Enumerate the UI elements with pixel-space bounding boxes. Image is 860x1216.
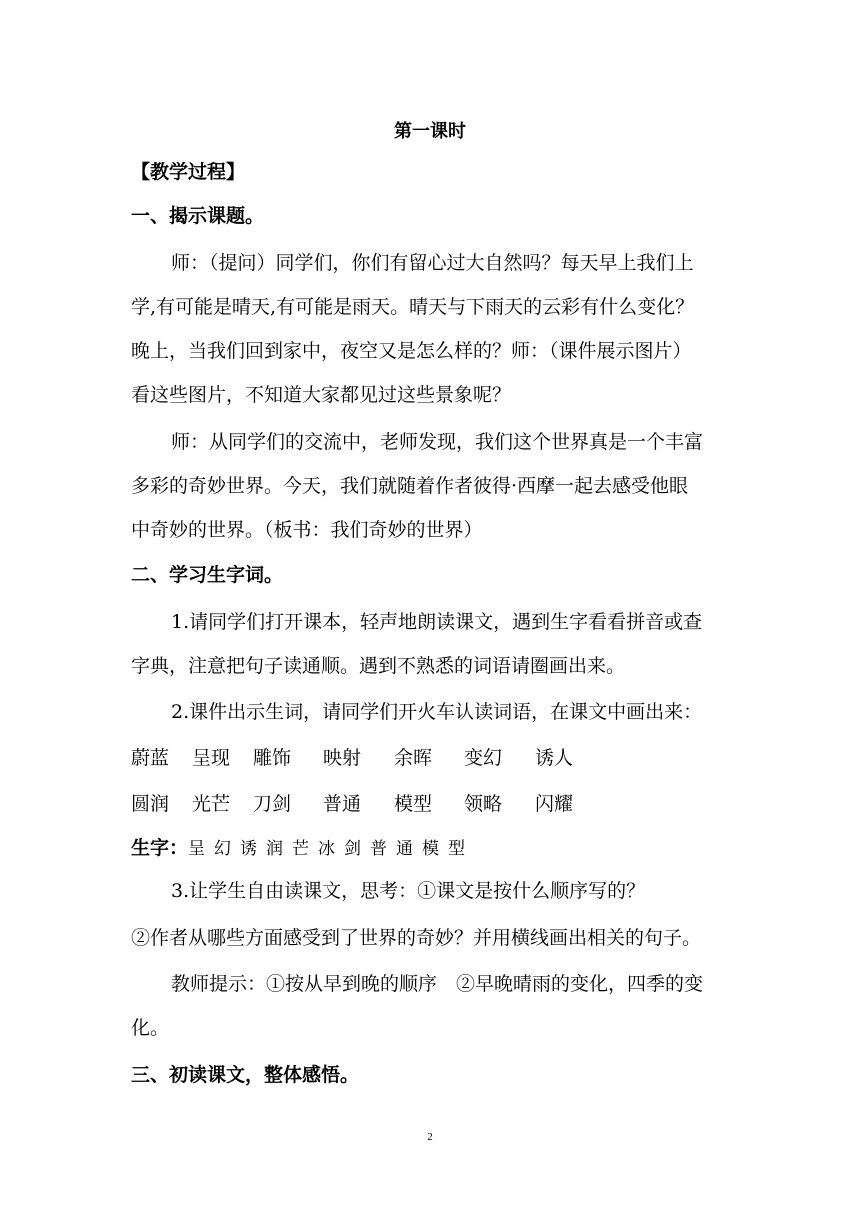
vocab-word: 普通 <box>323 793 362 815</box>
paragraph-line: 晚上，当我们回到家中，夜空又是怎么样的？师：（课件展示图片） <box>131 340 692 362</box>
vocab-word: 闪耀 <box>535 793 574 815</box>
heading-section-1: 一、揭示课题。 <box>131 205 265 227</box>
paragraph-line: 多彩的奇妙世界。今天，我们就随着作者彼得·西摩一起去感受他眼 <box>131 475 689 497</box>
paragraph-line: 师：从同学们的交流中，老师发现，我们这个世界真是一个丰富 <box>171 431 704 453</box>
new-characters-label: 生字： <box>131 837 189 859</box>
paragraph-line: 2.课件出示生词，请同学们开火车认读词语，在课文中画出来： <box>171 701 703 723</box>
heading-teaching-process: 【教学过程】 <box>131 161 246 183</box>
vocab-word: 光芒 <box>192 793 231 815</box>
vocab-word: 映射 <box>323 747 362 769</box>
new-characters-list: 呈幻诱润芒冰剑普通模型 <box>188 839 475 859</box>
vocab-word: 领略 <box>464 793 503 815</box>
vocab-word: 余晖 <box>394 747 433 769</box>
paragraph-line: 教师提示：①按从早到晚的顺序 ②早晚晴雨的变化，四季的变 <box>171 973 704 995</box>
vocab-word: 诱人 <box>535 747 574 769</box>
paragraph-line: 中奇妙的世界。（板书：我们奇妙的世界） <box>131 519 483 541</box>
new-characters-line <box>131 836 474 861</box>
vocab-word: 蔚蓝 <box>131 747 170 769</box>
vocab-word: 刀剑 <box>253 793 292 815</box>
paragraph-line: 1.请同学们打开课本，轻声地朗读课文，遇到生字看看拼音或查 <box>171 611 703 633</box>
heading-section-2: 二、学习生字词。 <box>131 564 284 586</box>
paragraph-line: 化。 <box>131 1017 170 1039</box>
paragraph-line: 字典，注意把句子读通顺。遇到不熟悉的词语请圈画出来。 <box>131 655 626 677</box>
paragraph-line: 看这些图片，不知道大家都见过这些景象呢？ <box>131 384 512 406</box>
vocab-word: 变幻 <box>464 747 503 769</box>
paragraph-line: 师：（提问）同学们，你们有留心过大自然吗？每天早上我们上 <box>171 252 694 274</box>
paragraph-line: 学,有可能是晴天,有可能是雨天。晴天与下雨天的云彩有什么变化？ <box>131 296 695 318</box>
vocab-word: 圆润 <box>131 793 170 815</box>
vocab-word: 雕饰 <box>253 747 292 769</box>
paragraph-line: ②作者从哪些方面感受到了世界的奇妙？并用横线画出相关的句子。 <box>131 927 702 949</box>
paragraph-line: 3.让学生自由读课文，思考：①课文是按什么顺序写的？ <box>171 880 646 902</box>
vocab-word: 模型 <box>394 793 433 815</box>
heading-section-3: 三、初读课文，整体感悟。 <box>131 1064 360 1086</box>
vocab-word: 呈现 <box>192 747 231 769</box>
lesson-title: 第一课时 <box>394 121 466 142</box>
page-number: 2 <box>427 1131 433 1143</box>
